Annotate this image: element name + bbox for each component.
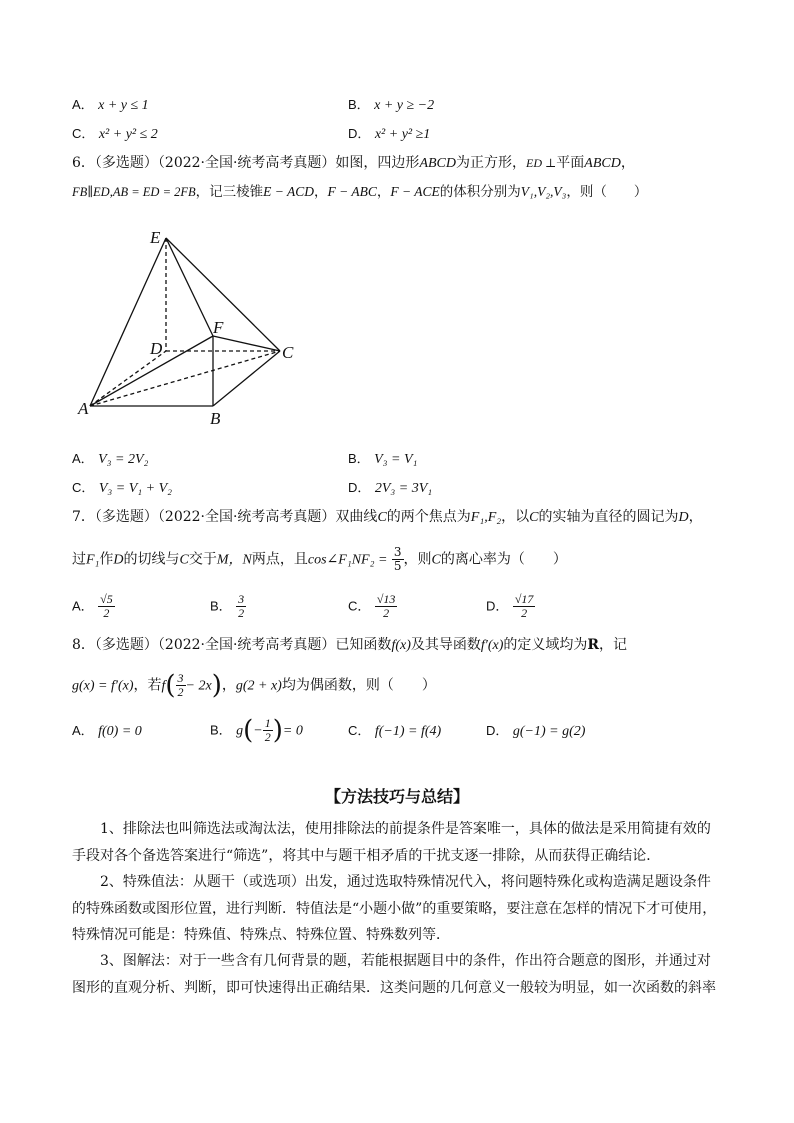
q7-option-a: A． $\frac{√5}{2}$	[72, 592, 113, 620]
q8-option-a: A． f(0) = 0	[72, 723, 142, 739]
q6-option-d: D． 2V₃ = 3V₁	[348, 480, 433, 496]
q6-option-b: B． V₃ = V₁	[348, 451, 418, 467]
q6-stem-line2: FB∥ED,AB = ED = 2FB，记三棱锥E − ACD，F − ABC，F − ACE的体积分别为V₁,V₂,V₃，则（ ）	[72, 184, 648, 200]
q5-option-d: D． x² + y² ≥1	[348, 126, 431, 142]
vertex-label-c: C	[282, 343, 294, 362]
q7-stem-line2: 过F₁作D的切线与C交于M，N两点，且cos∠F₁NF₂ = $\frac{3}{5}$ ，则C的离心率为（ ）	[72, 545, 567, 573]
section-title: 【方法技巧与总结】	[324, 787, 469, 806]
q8-option-c: C． f(−1) = f(4)	[348, 723, 442, 739]
summary-paragraph-1: 1、排除法也叫筛选法或淘汰法，使用排除法的前提条件是答案唯一，具体的做法是采用简捷有效的手段对各个备选答案进行“筛选”，将其中与题干相矛盾的干扰支逐一排除，从而获得正确结论．	[72, 821, 711, 864]
vertex-label-d: D	[150, 339, 163, 358]
edge-ef	[166, 238, 213, 336]
q5-option-a: A． x + y ≤ 1	[72, 97, 149, 113]
summary-paragraph-2: 2、特殊值法：从题干（或选项）出发，通过选取特殊情况代入，将问题特殊化或构造满足题设条件的特殊函数或图形位置，进行判断．特值法是“小题小做”的重要策略，要注意在怎样的情况下才可使用，特殊情况可能是：特殊值、特殊点、特殊位置、特殊数列等．	[72, 874, 717, 943]
edge-bc	[213, 351, 280, 406]
q7-option-b: B． $\frac{3}{2}$	[210, 592, 245, 620]
q7-cos-fraction: $\frac{3}{5}$	[393, 545, 402, 573]
vertex-label-a: A	[78, 399, 89, 418]
q8-fraction: $\frac{3}{2}$	[177, 671, 184, 699]
vertex-label-e: E	[150, 228, 161, 247]
q8-option-b: B． g(− $\frac{1}{2}$ )= 0	[210, 715, 303, 746]
q6-option-c: C． V₃ = V₁ + V₂	[72, 480, 172, 496]
q8-stem-line2: g(x) = f′(x)，若f( $\frac{3}{2}$ − 2x)，g(2 + x)均为偶函数，则（ ）	[72, 670, 436, 701]
q6-stem-line1: 6．（多选题）（2022·全国·统考高考真题）如图，四边形ABCD为正方形，ED ⊥平面ABCD，	[72, 155, 635, 171]
vertex-label-f: F	[213, 318, 224, 337]
q5-option-c: C． x² + y² ≤ 2	[72, 126, 158, 142]
edge-ad	[90, 351, 166, 406]
edge-ac	[90, 351, 280, 406]
q8-option-d: D． g(−1) = g(2)	[486, 723, 586, 739]
q7-option-c: C． $\frac{√13}{2}$	[348, 592, 396, 620]
q8-stem-line1: 8．（多选题）（2022·全国·统考高考真题）已知函数f(x)及其导函数f′(x)的定义域均为R，记	[72, 637, 628, 653]
q5-option-b: B． x + y ≥ −2	[348, 97, 435, 113]
q7-option-d: D． $\frac{√17}{2}$	[486, 592, 534, 620]
edge-ea	[90, 238, 166, 406]
q6-option-a: A． V₃ = 2V₂	[72, 451, 149, 467]
vertex-label-b: B	[210, 409, 221, 428]
summary-paragraph-3: 3、图解法：对于一些含有几何背景的题，若能根据题目中的条件，作出符合题意的图形，并通过对图形的直观分析、判断，即可快速得出正确结果．这类问题的几何意义一般较为明显，如一次函数的斜率	[72, 953, 716, 996]
q6-pyramid-figure	[60, 215, 320, 435]
edge-fc	[213, 336, 280, 351]
q7-stem-line1: 7．（多选题）（2022·全国·统考高考真题）双曲线C的两个焦点为F₁,F₂，以C的实轴为直径的圆记为D，	[72, 509, 703, 525]
